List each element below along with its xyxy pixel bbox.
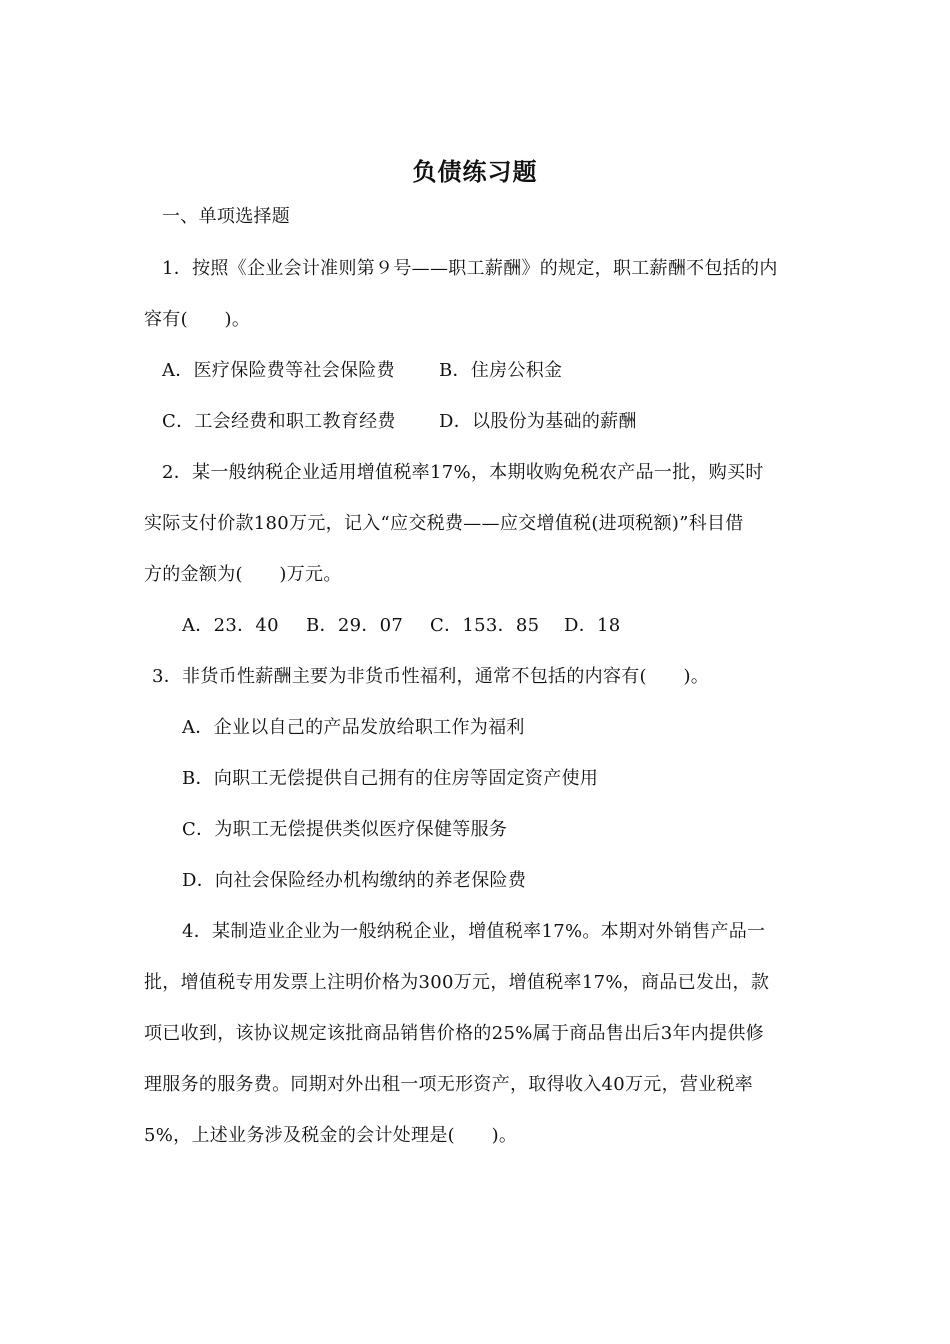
q1-option-b: B．住房公积金 bbox=[439, 360, 563, 381]
q3-option-b: B．向职工无偿提供自己拥有的住房等固定资产使用 bbox=[182, 768, 599, 789]
q2-line2: 实际支付价款180万元，记入“应交税费——应交增值税(进项税额)”科目借 bbox=[144, 513, 744, 534]
q2-option-a: A．23．40 bbox=[182, 615, 279, 636]
q4-line5: 5%，上述业务涉及税金的会计处理是( )。 bbox=[144, 1125, 518, 1146]
q3-option-d: D．向社会保险经办机构缴纳的养老保险费 bbox=[182, 870, 527, 891]
q4-line3: 项已收到，该协议规定该批商品销售价格的25%属于商品售出后3年内提供修 bbox=[144, 1023, 764, 1044]
page-title: 负债练习题 bbox=[412, 157, 538, 186]
q1-line2: 容有( )。 bbox=[144, 309, 251, 330]
section-heading: 一、单项选择题 bbox=[162, 206, 291, 227]
q2-option-d: D．18 bbox=[564, 615, 621, 636]
q2-line3: 方的金额为( )万元。 bbox=[144, 564, 342, 585]
q4-line1: 4．某制造业企业为一般纳税企业，增值税率17%。本期对外销售产品一 bbox=[182, 921, 766, 942]
q2-line1: 2．某一般纳税企业适用增值税率17%，本期收购免税农产品一批，购买时 bbox=[162, 462, 764, 483]
q2-options bbox=[182, 613, 621, 639]
q3-option-a: A．企业以自己的产品发放给职工作为福利 bbox=[182, 717, 525, 738]
q2-option-c: C．153．85 bbox=[430, 615, 540, 636]
q1-option-c: C．工会经费和职工教育经费 bbox=[162, 411, 396, 432]
q1-line1: 1．按照《企业会计准则第９号——职工薪酬》的规定，职工薪酬不包括的内 bbox=[162, 258, 778, 279]
q1-option-a: A．医疗保险费等社会保险费 bbox=[162, 360, 395, 381]
q3-option-c: C．为职工无偿提供类似医疗保健等服务 bbox=[182, 819, 508, 840]
q1-options-cd bbox=[162, 409, 637, 435]
q1-option-d: D．以股份为基础的薪酬 bbox=[439, 411, 637, 432]
q2-option-b: B．29．07 bbox=[306, 615, 404, 636]
q3-line1: 3．非货币性薪酬主要为非货币性福利，通常不包括的内容有( )。 bbox=[152, 666, 710, 687]
q4-line4: 理服务的服务费。同期对外出租一项无形资产，取得收入40万元，营业税率 bbox=[144, 1074, 754, 1095]
q1-options-ab bbox=[162, 358, 562, 384]
q4-line2: 批，增值税专用发票上注明价格为300万元，增值税率17%，商品已发出，款 bbox=[144, 972, 770, 993]
